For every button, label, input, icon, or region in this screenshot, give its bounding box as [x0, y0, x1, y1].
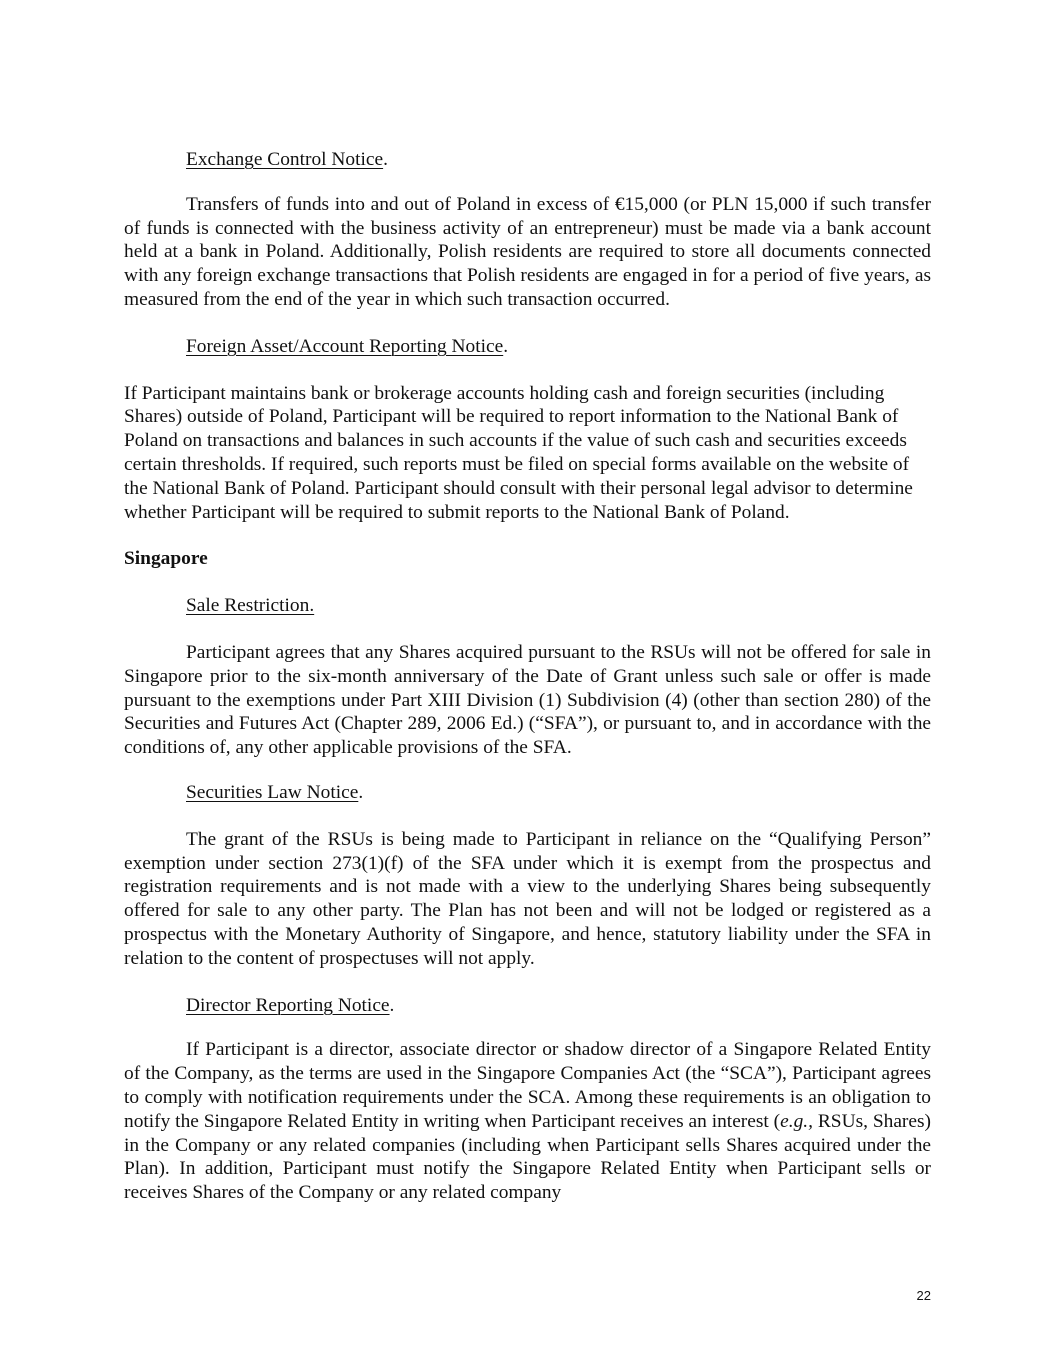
exchange-control-paragraph: Transfers of funds into and out of Poland in excess of €15,000 (or PLN 15,000 if such transfer of funds is connected with the business activity of an entrepreneur) must be made via a bank account held at a bank in Poland. Additionally, Polish residents are required to store all documents connected with any foreign exchange transactions that Polish residents are engaged in for a period of five years, as measured from the end of the year in which such transaction occurred.	[124, 193, 931, 310]
foreign-asset-heading-punct: .	[503, 335, 509, 357]
director-reporting-text-1: If Participant is a director, associate director or shadow director of a Singapore Related Entity of the Company, as the terms are used in the Singapore Companies Act (the “SCA”), Participant agrees to comply with notification requirements under the SCA. Among these requirements is an obligation to notify the Singapore Related Entity in writing when Participant receives an interest (	[124, 1039, 931, 1132]
director-reporting-heading	[124, 994, 931, 1018]
exchange-control-heading-punct: .	[383, 149, 388, 170]
document-page	[124, 148, 931, 1205]
sale-restriction-heading	[124, 594, 931, 618]
director-reporting-text-2: RSUs, Shares) in the Company or any related companies (including when Participant sells Shares acquired under the Plan). In addition, Participant must notify the Singapore Related Entity when Participant sells or receives Shares of the Company or any related company	[124, 1110, 931, 1204]
securities-law-heading-text: Securities Law Notice	[186, 781, 359, 803]
exchange-control-heading	[124, 148, 931, 172]
securities-law-heading	[124, 781, 931, 805]
foreign-asset-heading-text: Foreign Asset/Account Reporting Notice	[186, 335, 504, 357]
director-reporting-paragraph	[124, 1038, 931, 1205]
exchange-control-heading-text: Exchange Control Notice	[186, 149, 384, 170]
securities-law-heading-punct: .	[358, 781, 364, 803]
director-reporting-heading-text: Director Reporting Notice	[186, 994, 390, 1016]
foreign-asset-paragraph: If Participant maintains bank or brokerage accounts holding cash and foreign securities (including Shares) outside of Poland, Participant will be required to report information to the National Bank of Poland on transactions and balances in such accounts if the value of such cash and securities exceeds certain thresholds. If required, such reports must be filed on special forms available on the website of the National Bank of Poland. Participant should consult with their personal legal advisor to determine whether Participant will be required to submit reports to the National Bank of Poland.	[124, 382, 913, 523]
page-number: 22	[916, 1288, 931, 1303]
country-heading-singapore: Singapore	[124, 548, 208, 570]
foreign-asset-heading	[124, 335, 931, 359]
sale-restriction-paragraph: Participant agrees that any Shares acquired pursuant to the RSUs will not be offered for sale in Singapore prior to the six-month anniversary of the Date of Grant unless such sale or offer is made pursuant to the exemptions under Part XIII Division (1) Subdivision (4) (other than section 280) of the Securities and Futures Act (Chapter 289, 2006 Ed.) (“SFA”), or pursuant to, and in accordance with the conditions of, any other applicable provisions of the SFA.	[124, 641, 931, 759]
sale-restriction-heading-text: Sale Restriction.	[186, 595, 315, 617]
securities-law-paragraph: The grant of the RSUs is being made to Participant in reliance on the “Qualifying Person” exemption under section 273(1)(f) of the SFA under which it is exempt from the prospectus and registration requirements and is not made with a view to the underlying Shares being subsequently offered for sale to any other party. The Plan has not been and will not be lodged or registered as a prospectus with the Monetary Authority of Singapore, and hence, statutory liability under the SFA in relation to the content of prospectuses will not apply.	[124, 828, 931, 969]
director-reporting-eg: e.g.,	[780, 1110, 813, 1132]
director-reporting-heading-punct: .	[389, 994, 395, 1016]
